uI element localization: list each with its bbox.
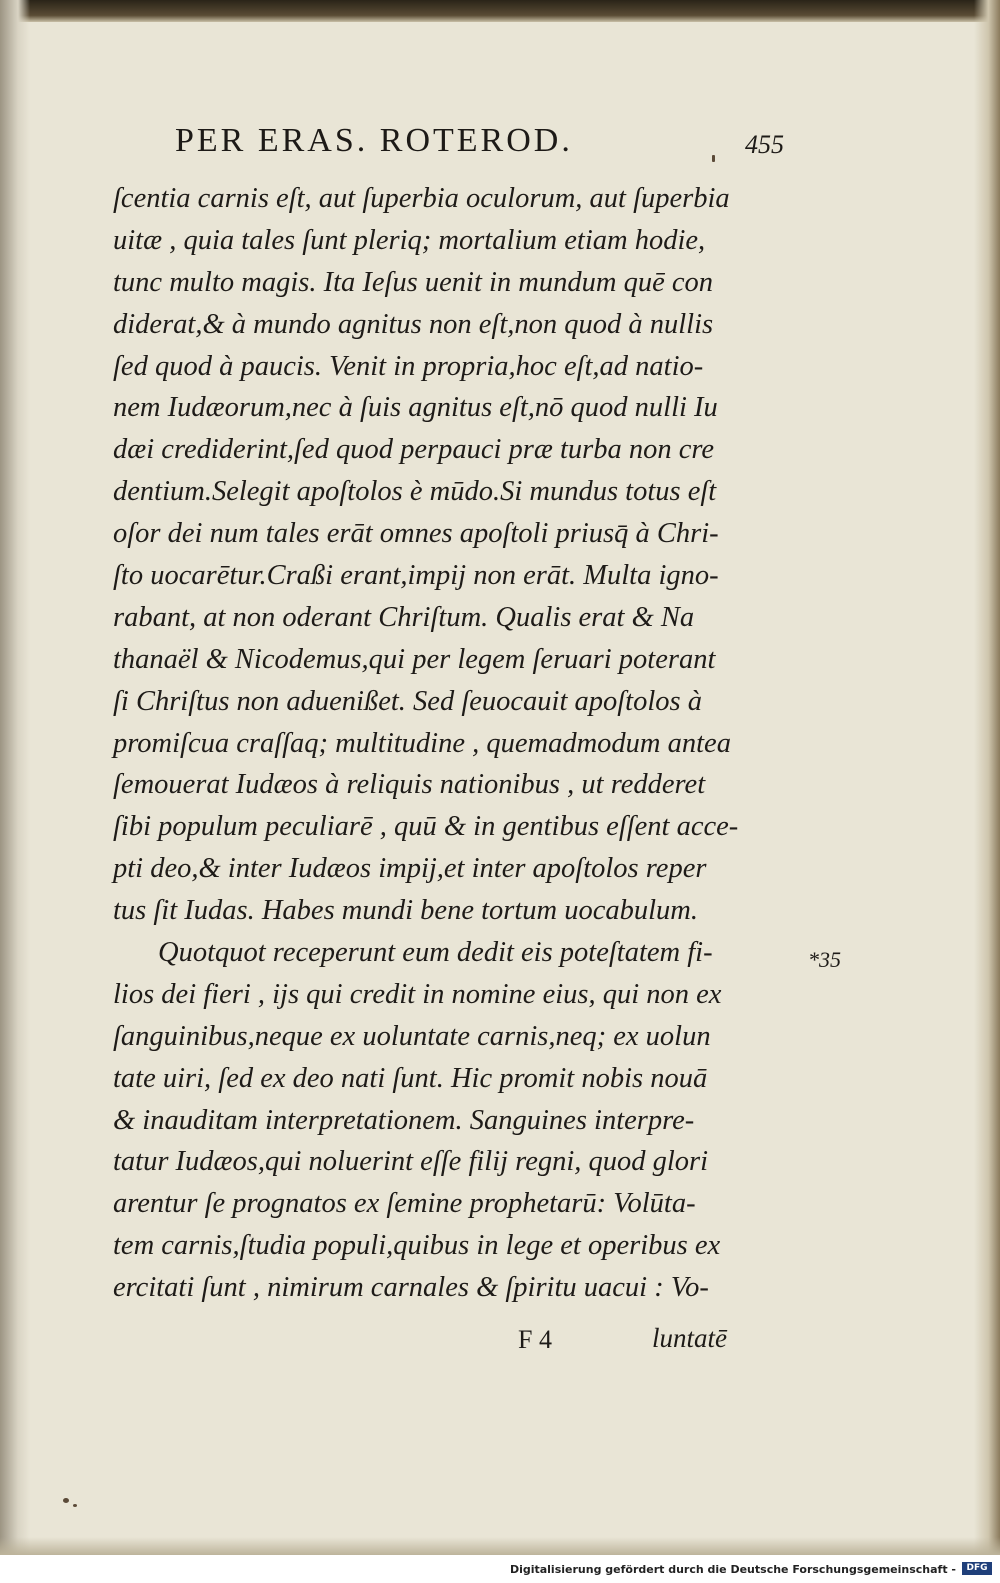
text-line: ſto uocarētur.Craßi erant,impij non erāt. Multa igno- <box>113 560 719 592</box>
text-line: tate uiri, ſed ex deo nati ſunt. Hic promit nobis nouā <box>113 1062 708 1094</box>
text-line: lios dei fieri , ijs qui credit in nomine eius, qui non ex <box>113 978 722 1010</box>
text-line: Quotquot receperunt eum dedit eis poteſtatem fi- <box>158 937 713 969</box>
paper-speck <box>63 1498 69 1503</box>
dfg-logo: DFG <box>962 1562 992 1575</box>
text-line: uitæ , quia tales ſunt pleriq; mortalium etiam hodie, <box>113 224 706 256</box>
signature-mark: F 4 <box>518 1325 552 1354</box>
gutter-shadow <box>0 0 30 1555</box>
text-line: thanaël & Nicodemus,qui per legem ſeruari poterant <box>113 643 716 675</box>
catchword: luntatē <box>652 1323 727 1353</box>
text-line: ſcentia carnis eſt, aut ſuperbia oculorum, aut ſuperbia <box>113 183 730 214</box>
text-line: arentur ſe prognatos ex ſemine prophetarū: Volūta- <box>113 1188 696 1220</box>
fore-edge <box>974 0 1000 1555</box>
text-line: oſor dei num tales erāt omnes apoſtoli priusq̄ à Chri- <box>113 518 719 550</box>
text-line: ſed quod à paucis. Venit in propria,hoc eſt,ad natio- <box>113 350 704 382</box>
text-line: tunc multo magis. Ita Ieſus uenit in mundum quē con <box>113 266 714 298</box>
text-line: diderat,& à mundo agnitus non eſt,non quod à nullis <box>113 308 714 340</box>
text-line: promiſcua craſſaq; multitudine , quemadmodum antea <box>113 727 731 759</box>
text-line: dæi crediderint,ſed quod perpauci præ turba non cre <box>113 434 715 466</box>
text-line: ſemouerat Iudæos à reliquis nationibus , ut redderet <box>113 769 706 801</box>
text-line: ercitati ſunt , nimirum carnales & ſpiritu uacui : Vo- <box>113 1272 709 1304</box>
text-line: ſi Chriſtus non aduenißet. Sed ſeuocauit apoſtolos à <box>113 685 702 717</box>
text-line: pti deo,& inter Iudæos impij,et inter apoſtolos reper <box>113 853 707 885</box>
text-line: tus ſit Iudas. Habes mundi bene tortum uocabulum. <box>113 895 699 927</box>
marginal-note: *35 <box>808 947 841 972</box>
text-line: ſanguinibus,neque ex uoluntate carnis,neq; ex uolun <box>113 1020 711 1052</box>
body-text <box>113 178 793 1309</box>
page-number: 455 <box>745 130 784 159</box>
text-line: ſibi populum peculiarē , quū & in gentibus eſſent acce- <box>113 811 739 843</box>
paper-speck <box>73 1504 77 1507</box>
text-line: tem carnis,ſtudia populi,quibus in lege et operibus ex <box>113 1230 721 1262</box>
text-line: tatur Iudæos,qui noluerint eſſe filij regni, quod glori <box>113 1146 709 1178</box>
text-line: dentium.Selegit apoſtolos è mūdo.Si mundus totus eſt <box>113 476 717 508</box>
running-head: PER ERAS. ROTEROD. <box>175 122 573 159</box>
text-line: nem Iudæorum,nec à ſuis agnitus eſt,nō quod nulli Iu <box>113 392 718 424</box>
footer-credit: Digitalisierung gefördert durch die Deutsche Forschungsgemeinschaft - <box>509 1563 956 1576</box>
paper-speck <box>712 155 715 162</box>
book-bottom-edge <box>0 1537 1000 1555</box>
footer-bar <box>0 1555 1000 1583</box>
text-line: & inauditam interpretationem. Sanguines interpre- <box>113 1104 695 1136</box>
book-top-edge <box>0 0 1000 22</box>
text-line: rabant, at non oderant Chriſtum. Qualis erat & Na <box>113 601 695 633</box>
